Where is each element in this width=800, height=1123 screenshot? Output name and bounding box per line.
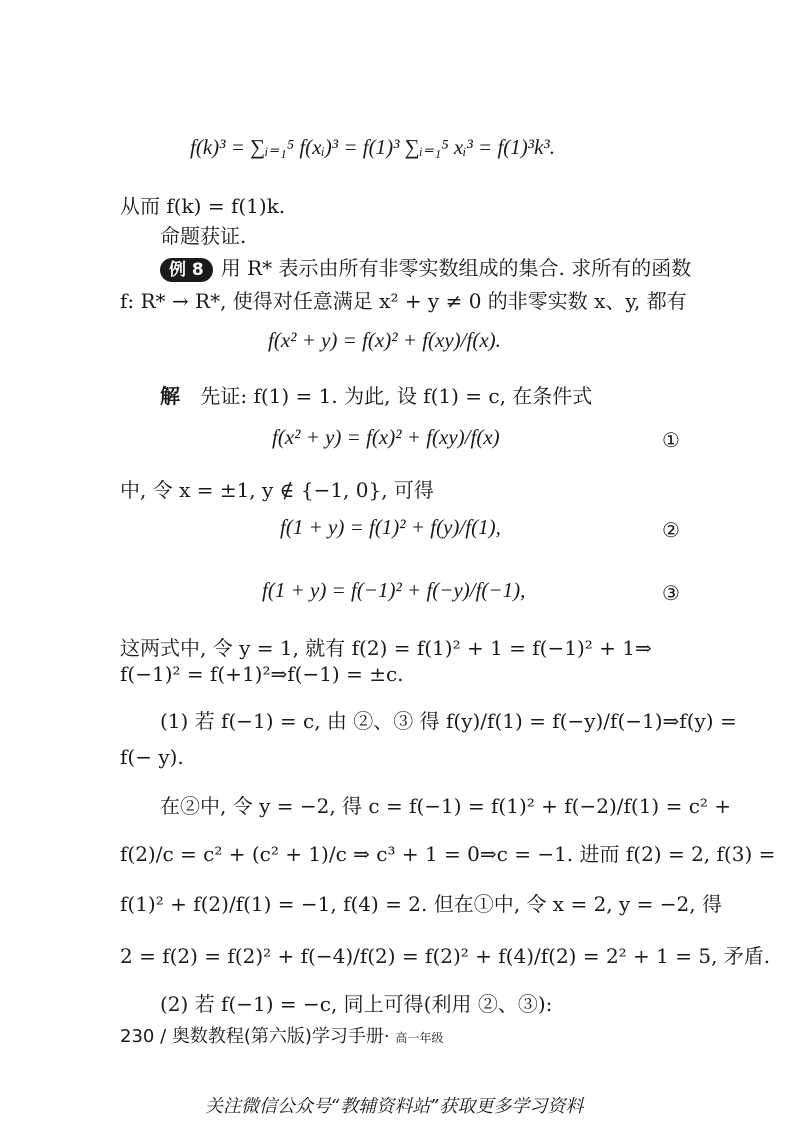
paragraph-line-5: 在②中, 令 y = −2, 得 c = f(−1) = f(1)² + f(−2)/f(1) = c² + — [160, 794, 732, 818]
text-proved: 命题获证. — [160, 224, 247, 248]
equation-top: f(k)³ = ∑ᵢ₌₁⁵ f(xᵢ)³ = f(1)³ ∑ᵢ₌₁⁵ xᵢ³ = f(1)³k³. — [190, 135, 555, 159]
paragraph-line-7: f(1)² + f(2)/f(1) = −1, f(4) = 2. 但在①中, 令 x = 2, y = −2, 得 — [120, 892, 722, 916]
paragraph-line-4: f(− y). — [120, 745, 184, 769]
footer-separator: / — [160, 1026, 172, 1047]
page-number: 230 — [120, 1026, 155, 1047]
middle-text: 中, 令 x = ±1, y ∉ {−1, 0}, 可得 — [120, 478, 434, 502]
equation-1-number: ① — [662, 428, 680, 452]
example-text-1: 用 R* 表示由所有非零实数组成的集合. 求所有的函数 — [220, 256, 692, 280]
paragraph-line-1: 这两式中, 令 y = 1, 就有 f(2) = f(1)² + 1 = f(−1)² + 1⇒ — [120, 636, 652, 660]
grade-label: 高一年级 — [395, 1031, 444, 1045]
equation-1: f(x² + y) = f(x)² + f(xy)/f(x) — [272, 425, 500, 449]
watermark-text: 关注微信公众号“教辅资料站”获取更多学习资料 — [205, 1096, 584, 1117]
paragraph-line-9: (2) 若 f(−1) = −c, 同上可得(利用 ②、③): — [160, 992, 553, 1016]
book-title: 奥数教程(第六版)学习手册· — [171, 1026, 390, 1047]
paragraph-line-3: (1) 若 f(−1) = c, 由 ②、③ 得 f(y)/f(1) = f(−y)/f(−1)⇒f(y) = — [160, 709, 737, 733]
paragraph-line-2: f(−1)² = f(+1)²⇒f(−1) = ±c. — [120, 662, 404, 686]
example-line-1 — [160, 252, 691, 282]
solution-text: 先证: f(1) = 1. 为此, 设 f(1) = c, 在条件式 — [200, 384, 593, 408]
example-line-2: f: R* → R*, 使得对任意满足 x² + y ≠ 0 的非零实数 x、y, 都有 — [120, 289, 687, 313]
page-footer — [120, 1022, 443, 1048]
equation-3-number: ③ — [662, 581, 680, 605]
solution-line — [160, 380, 592, 409]
paragraph-line-6: f(2)/c = c² + (c² + 1)/c ⇒ c³ + 1 = 0⇒c = −1. 进而 f(2) = 2, f(3) = — [120, 842, 776, 866]
equation-3: f(1 + y) = f(−1)² + f(−y)/f(−1), — [262, 578, 526, 602]
paragraph-line-8: 2 = f(2) = f(2)² + f(−4)/f(2) = f(2)² + f(4)/f(2) = 2² + 1 = 5, 矛盾. — [120, 944, 771, 968]
equation-2: f(1 + y) = f(1)² + f(y)/f(1), — [280, 515, 501, 539]
equation-2-number: ② — [662, 518, 680, 542]
example-badge: 例 8 — [160, 258, 213, 282]
text-from-thus: 从而 f(k) = f(1)k. — [120, 194, 286, 218]
equation-main: f(x² + y) = f(x)² + f(xy)/f(x). — [268, 328, 501, 352]
solution-label: 解 — [160, 384, 180, 408]
